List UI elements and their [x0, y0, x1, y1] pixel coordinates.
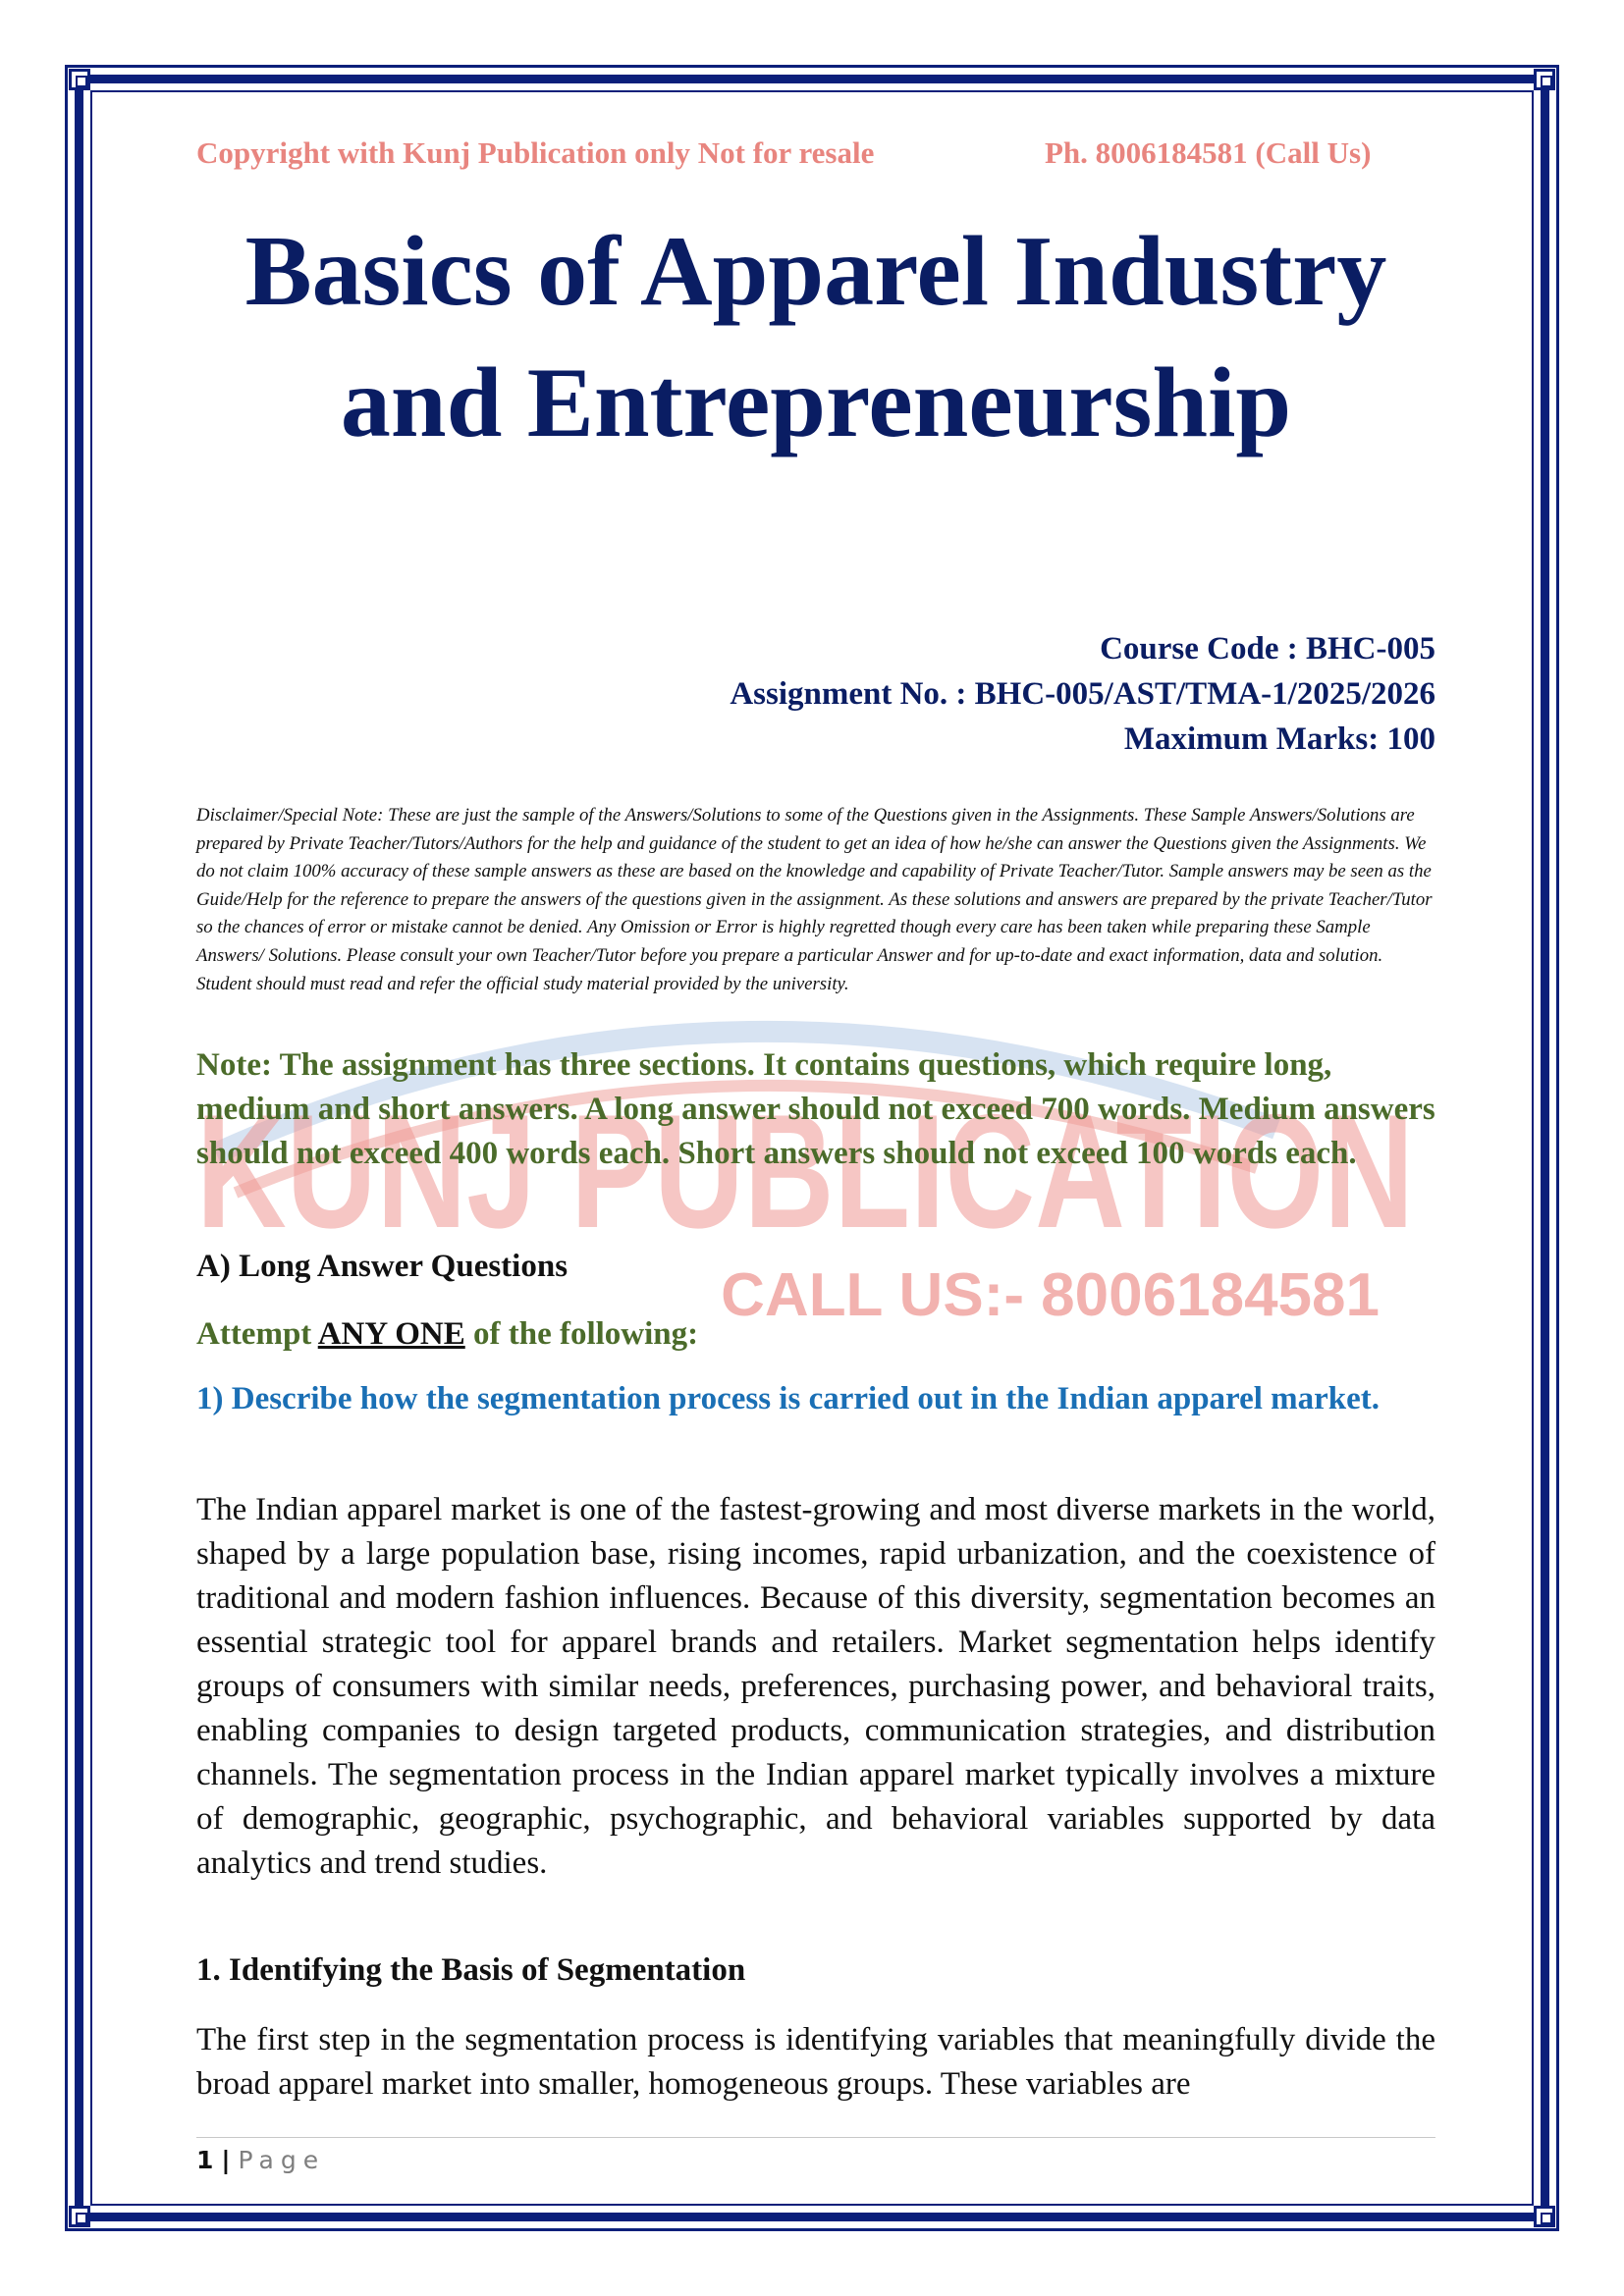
- corner-ornament-top-left: [69, 69, 90, 90]
- copyright-header: [196, 135, 1435, 171]
- attempt-emphasis: ANY ONE: [317, 1316, 465, 1352]
- disclaimer-note: Disclaimer/Special Note: These are just the sample of the Answers/Solutions to some of the Questions given in the Assignments. These Sample Answers/Solutions are prepared by Private Teacher/Tutors/Authors for the help and guidance of the student to get an idea of how he/she can answer the Questions given the Assignments. We do not claim 100% accuracy of these sample answers as these are based on the knowledge and capability of Private Teacher/Tutor. Sample answers may be seen as the Guide/Help for the reference to prepare the answers of the questions given in the assignment. As these solutions and answers are prepared by the private Teacher/Tutor so the chances of error or mistake cannot be denied. Any Omission or Error is highly regretted though every care has been taken while preparing these Sample Answers/ Solutions. Please consult your own Teacher/Tutor before you prepare a particular Answer and for up-to-date and exact information, data and solution. Student should must read and refer the official study material provided by the university.: [196, 805, 1433, 994]
- attempt-prefix: Attempt: [196, 1316, 318, 1352]
- course-code: Course Code : BHC-005: [1100, 631, 1435, 667]
- corner-ornament-bottom-right: [1534, 2206, 1555, 2227]
- answer-intro-paragraph: The Indian apparel market is one of the fastest-growing and most diverse markets in the world, shaped by a large population base, rising incomes, rapid urbanization, and the coexistence of traditional and modern fashion influences. Because of this diversity, segmentation becomes an essential strategic tool for apparel brands and retailers. Market segmentation helps identify groups of consumers with similar needs, preferences, purchasing power, and behavioral traits, enabling companies to design targeted products, communication strategies, and distribution channels. The segmentation process in the Indian apparel market typically involves a mixture of demographic, geographic, psychographic, and behavioral variables supported by data analytics and trend studies.: [196, 1492, 1435, 1881]
- page-label: Page: [238, 2146, 326, 2174]
- attempt-instruction: [196, 1312, 698, 1356]
- corner-ornament-top-right: [1534, 69, 1555, 90]
- maximum-marks: Maximum Marks: 100: [1123, 721, 1435, 757]
- copyright-notice: Copyright with Kunj Publication only Not for resale: [196, 135, 875, 170]
- answer-paragraph-2: The first step in the segmentation process is identifying variables that meaningfully divide the broad apparel market into smaller, homogeneous groups. These variables are: [196, 2022, 1435, 2102]
- contact-phone: Ph. 8006184581 (Call Us): [1045, 135, 1372, 170]
- question-1: 1) Describe how the segmentation process is carried out in the Indian apparel market.: [196, 1381, 1380, 1416]
- footer-separator: |: [221, 2146, 231, 2174]
- watermark-brand: KUNJ PUBLICATION: [196, 1081, 1414, 1261]
- answer-subheading: 1. Identifying the Basis of Segmentation: [196, 1952, 746, 1988]
- attempt-suffix: of the following:: [464, 1316, 699, 1352]
- document-title: [196, 206, 1435, 469]
- title-line-2: and Entrepreneurship: [340, 347, 1292, 458]
- footer-divider: [196, 2137, 1435, 2138]
- assignment-note: Note: The assignment has three sections. It contains questions, which require long, medium and short answers. A long answer should not exceed 700 words. Medium answers should not exceed 400 words each. Short answers should not exceed 100 words each.: [196, 1047, 1435, 1171]
- page-number: 1: [196, 2146, 214, 2174]
- assignment-number: Assignment No. : BHC-005/AST/TMA-1/2025/2026: [730, 676, 1435, 712]
- corner-ornament-bottom-left: [69, 2206, 90, 2227]
- course-info: [454, 626, 1435, 762]
- page-footer: [196, 2146, 325, 2174]
- watermark-call: CALL US:- 8006184581: [721, 1261, 1380, 1329]
- section-heading: A) Long Answer Questions: [196, 1249, 568, 1284]
- title-line-1: Basics of Apparel Industry: [244, 216, 1387, 327]
